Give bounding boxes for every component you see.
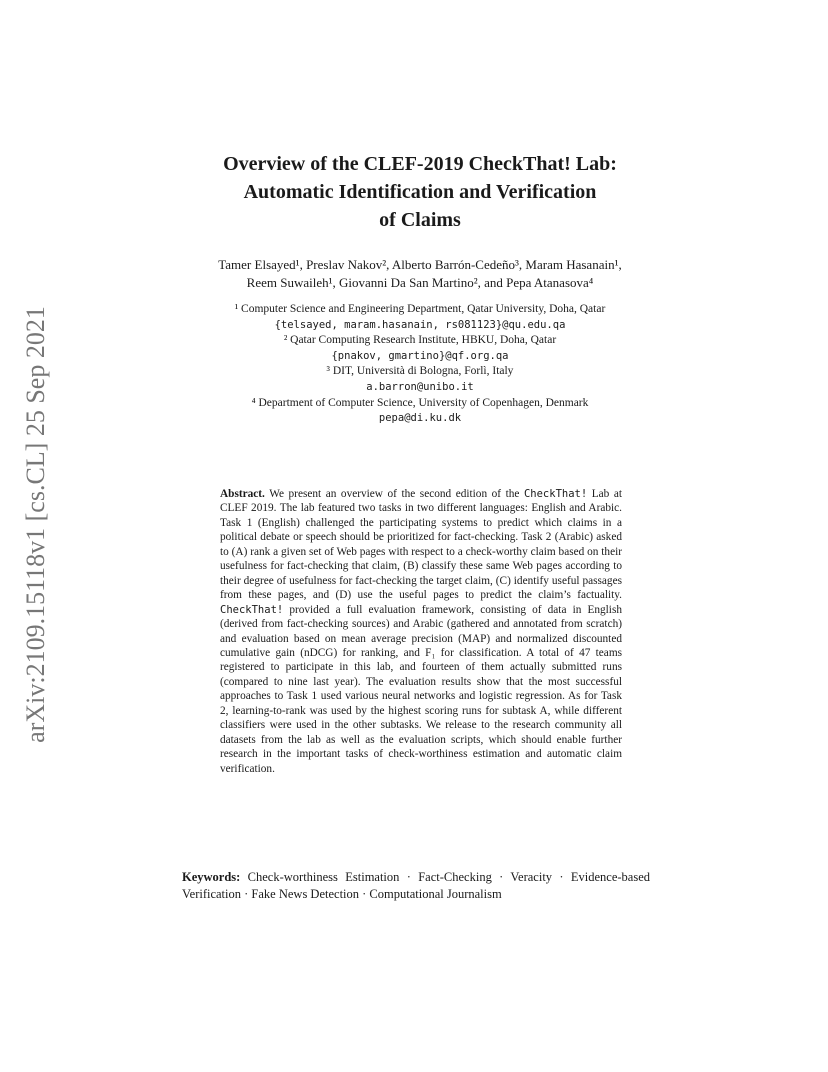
- affiliation-1: ¹ Computer Science and Engineering Department, Qatar University, Doha, Qatar: [234, 303, 606, 315]
- abstract: [220, 487, 622, 776]
- paper-title: [150, 150, 690, 234]
- affiliation-4-email: pepa@di.ku.dk: [378, 412, 462, 425]
- abstract-body: [220, 487, 622, 776]
- keywords-text: Check-worthiness Estimation · Fact-Checking · Veracity · Evidence-based Verification · Fake News Detection · Computational Journalism: [182, 870, 650, 901]
- abstract-text-2: Lab at CLEF 2019. The lab featured two tasks in two different languages: English and Arabic. Task 1 (English) challenged the participating systems to predict which claims in a political debate or speech should be prioritized for fact-checking. Task 2 (Arabic) asked to (A) rank a given set of Web pages with respect to a check-worthy claim based on their usefulness for fact-checking that claim, (B) classify these same Web pages according to their degree of usefulness for fact-checking the target claim, (C) identify useful passages from these pages, and (D) use the useful pages to predict the claim’s factuality.: [220, 488, 622, 602]
- affiliation-2-email: {pnakov, gmartino}@qf.org.qa: [331, 349, 509, 362]
- keywords: [182, 869, 650, 903]
- authors-line-2: Reem Suwaileh¹, Giovanni Da San Martino², and Pepa Atanasova⁴: [246, 275, 594, 290]
- affiliation-2: ² Qatar Computing Research Institute, HBKU, Doha, Qatar: [283, 334, 557, 347]
- author-list: [150, 256, 690, 292]
- abstract-label: Abstract.: [220, 488, 265, 500]
- affiliation-3-email: a.barron@unibo.it: [366, 380, 474, 393]
- title-line-2: Automatic Identification and Verification: [243, 181, 597, 203]
- keywords-label: Keywords:: [182, 870, 241, 884]
- arxiv-identifier: arXiv:2109.15118v1 [cs.CL] 25 Sep 2021: [21, 306, 50, 743]
- abstract-code-2: CheckThat!: [220, 603, 284, 616]
- abstract-code-1: CheckThat!: [523, 488, 588, 500]
- authors-line-1: Tamer Elsayed¹, Preslav Nakov², Alberto Barrón-Cedeño³, Maram Hasanain¹,: [218, 257, 622, 272]
- abstract-text-3: provided a full evaluation framework, consisting of data in English (derived from fact-checking sources) and Arabic (gathered and annotated from scratch) and evaluation based on mean average precision (MAP) and normalized discounted cumulative gain (nDCG) for ranking, and F₁ for classification. A total of 47 teams registered to participate in this lab, and fourteen of them actually submitted runs (compared to nine last year). The evaluation results show that the most successful approaches to Task 1 used various neural networks and logistic regression. As for Task 2, learning-to-rank was used by the highest scoring runs for subtask A, while different classifiers were used in the other subtasks. We release to the research community all datasets from the lab as well as the evaluation scripts, which should enable further research in the important tasks of check-worthiness estimation and automatic claim verification.: [220, 603, 622, 775]
- affiliation-1-email: {telsayed, maram.hasanain, rs081123}@qu.edu.qa: [274, 318, 566, 331]
- arxiv-sidebar-stamp: [16, 292, 56, 757]
- affiliation-4: ⁴ Department of Computer Science, University of Copenhagen, Denmark: [251, 396, 589, 409]
- affiliations: [150, 302, 690, 427]
- abstract-text-1: We present an overview of the second edition of the: [269, 488, 524, 500]
- affiliation-3: ³ DIT, Università di Bologna, Forlì, Italy: [326, 365, 514, 378]
- title-line-1: Overview of the CLEF-2019 CheckThat! Lab:: [223, 153, 617, 175]
- title-line-3: of Claims: [379, 209, 461, 231]
